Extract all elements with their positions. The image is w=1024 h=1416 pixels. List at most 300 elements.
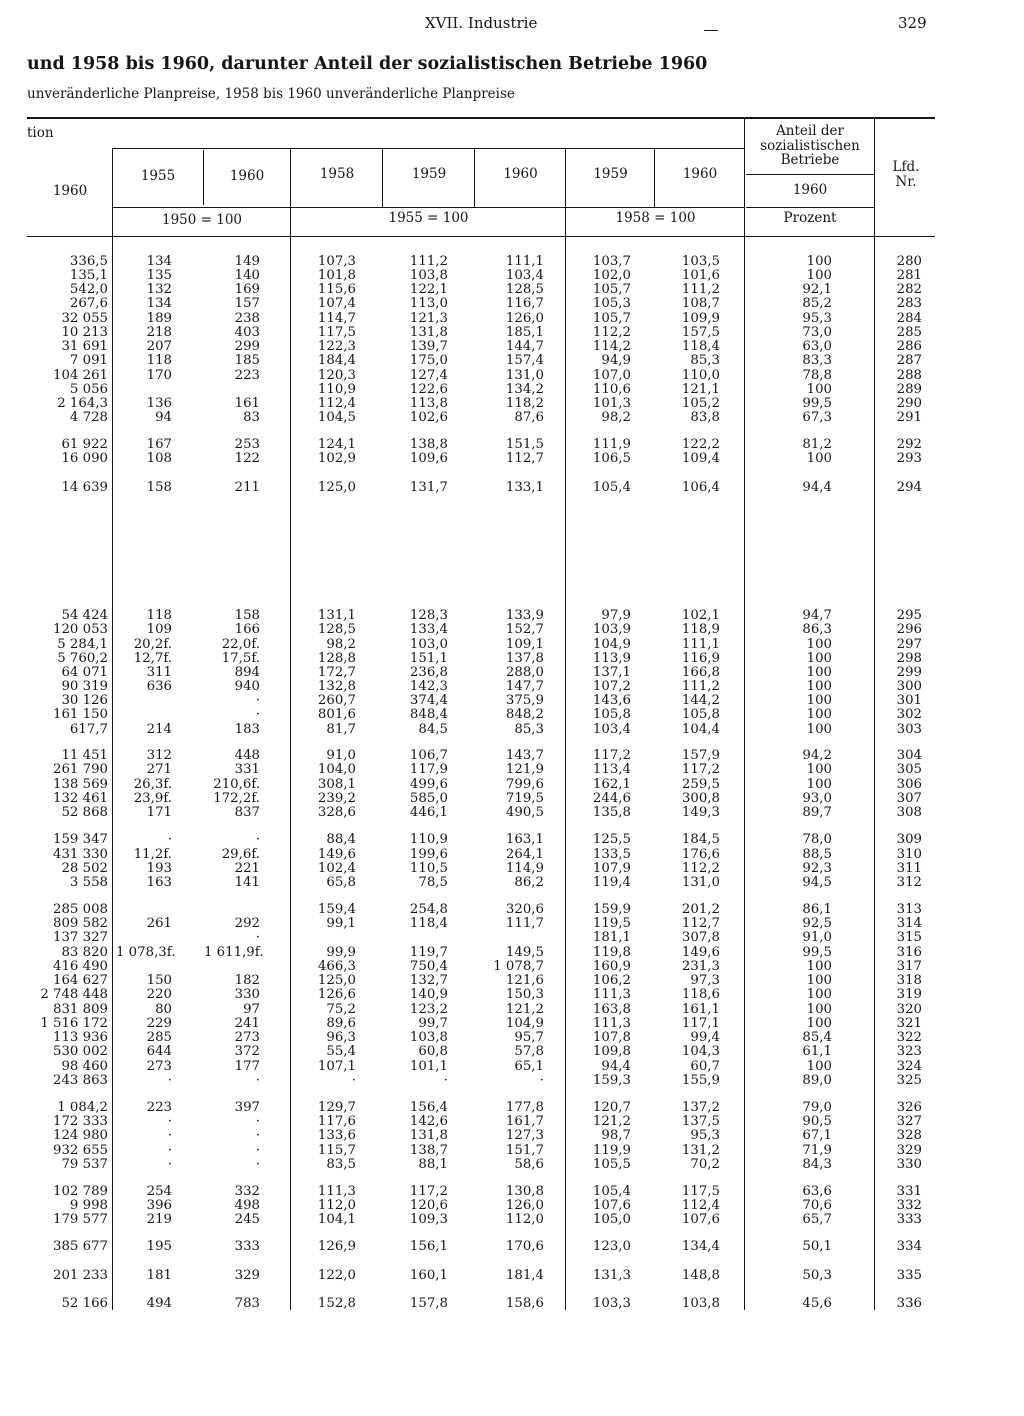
cell-index-1960c: 70,2 — [690, 1157, 720, 1172]
cell-anteil: 67,1 — [802, 1128, 832, 1143]
cell-index-1960: 210,6f. — [213, 777, 260, 792]
cell-index-1959: 128,3 — [409, 608, 448, 623]
cell-index-1958: 149,6 — [317, 847, 356, 862]
cell-index-1955: 132 — [146, 282, 172, 297]
cell-index-1959: 131,7 — [409, 480, 448, 495]
cell-index-1960c: 109,9 — [681, 311, 720, 326]
cell-lfd-nr: 309 — [896, 832, 922, 847]
table-row — [0, 708, 1024, 722]
table-title: und 1958 bis 1960, darunter Anteil der sozialistischen Betriebe 1960 — [27, 54, 708, 74]
cell-index-1959b: 94,4 — [601, 1059, 631, 1074]
cell-index-1960b: 87,6 — [514, 410, 544, 425]
cell-index-1959b: 113,9 — [592, 651, 631, 666]
cell-anteil: 100 — [806, 451, 832, 466]
table-row — [0, 1074, 1024, 1088]
cell-anteil: 73,0 — [802, 325, 832, 340]
cell-index-1958: 128,8 — [317, 651, 356, 666]
cell-index-1960b: 121,6 — [505, 973, 544, 988]
table-row — [0, 1269, 1024, 1283]
cell-index-1960c: 176,6 — [681, 847, 720, 862]
cell-index-1958: 239,2 — [317, 791, 356, 806]
cell-index-1960b: 131,0 — [505, 368, 544, 383]
cell-production-1960: 201 233 — [53, 1268, 108, 1283]
cell-production-1960: 138 569 — [53, 777, 108, 792]
cell-index-1960b: 111,1 — [505, 254, 544, 269]
cell-index-1958: 115,7 — [317, 1143, 356, 1158]
cell-index-1960b: 126,0 — [505, 311, 544, 326]
cell-index-1959b: 181,1 — [592, 930, 631, 945]
cell-index-1959b: 111,3 — [592, 987, 631, 1002]
cell-production-1960: 135,1 — [69, 268, 108, 283]
header-rule-anteil — [746, 174, 874, 175]
cell-index-1955: 207 — [146, 339, 172, 354]
cell-index-1958: 102,4 — [317, 861, 356, 876]
table-row — [0, 917, 1024, 931]
cell-index-1958: 99,9 — [326, 945, 356, 960]
cell-index-1960b: 58,6 — [514, 1157, 544, 1172]
cell-anteil: 78,0 — [802, 832, 832, 847]
cell-index-1959b: 143,6 — [592, 693, 631, 708]
cell-anteil: 85,4 — [802, 1030, 832, 1045]
table-row — [0, 931, 1024, 945]
cell-index-1960: 894 — [234, 665, 260, 680]
cell-index-1960c: 60,7 — [690, 1059, 720, 1074]
cell-index-1959b: 102,0 — [592, 268, 631, 283]
cell-index-1955: 118 — [146, 608, 172, 623]
cell-index-1960: · — [255, 832, 260, 847]
cell-index-1960: 1 611,9f. — [204, 945, 264, 960]
cell-index-1960: 241 — [234, 1016, 260, 1031]
cell-lfd-nr: 307 — [896, 791, 922, 806]
cell-index-1960: 292 — [234, 916, 260, 931]
cell-anteil: 94,5 — [802, 875, 832, 890]
cell-index-1955: 223 — [146, 1100, 172, 1115]
cell-lfd-nr: 289 — [896, 382, 922, 397]
table-row — [0, 1213, 1024, 1227]
cell-index-1959: 127,4 — [409, 368, 448, 383]
cell-index-1960c: 148,8 — [681, 1268, 720, 1283]
cell-production-1960: 617,7 — [69, 722, 108, 737]
cell-index-1959: 199,6 — [409, 847, 448, 862]
cell-index-1960b: 719,5 — [505, 791, 544, 806]
cell-index-1958: 328,6 — [317, 805, 356, 820]
cell-index-1960c: 103,5 — [681, 254, 720, 269]
cell-index-1959: 585,0 — [409, 791, 448, 806]
cell-index-1959b: 120,7 — [592, 1100, 631, 1115]
cell-index-1958: 99,1 — [326, 916, 356, 931]
cell-index-1959: 120,6 — [409, 1198, 448, 1213]
cell-index-1959: 131,8 — [409, 1128, 448, 1143]
cell-index-1959: 113,0 — [409, 296, 448, 311]
table-row — [0, 1045, 1024, 1059]
cell-index-1960: 330 — [234, 987, 260, 1002]
cell-index-1955: 636 — [146, 679, 172, 694]
cell-index-1958: 122,0 — [317, 1268, 356, 1283]
cell-index-1959: 151,1 — [409, 651, 448, 666]
table-row — [0, 354, 1024, 368]
cell-production-1960: 164 627 — [53, 973, 108, 988]
cell-index-1960b: 151,5 — [505, 437, 544, 452]
cell-index-1955: 181 — [146, 1268, 172, 1283]
cell-index-1958: 83,5 — [326, 1157, 356, 1172]
cell-index-1960b: 65,1 — [514, 1059, 544, 1074]
cell-index-1959b: 105,8 — [592, 707, 631, 722]
cell-lfd-nr: 296 — [896, 622, 922, 637]
cell-index-1960c: 104,3 — [681, 1044, 720, 1059]
cell-index-1960b: 121,2 — [505, 1002, 544, 1017]
cell-index-1960c: 111,2 — [681, 679, 720, 694]
cell-index-1959b: 114,2 — [592, 339, 631, 354]
cell-index-1955: 163 — [146, 875, 172, 890]
cell-index-1959b: 107,9 — [592, 861, 631, 876]
cell-index-1960b: 1 078,7 — [493, 959, 544, 974]
cell-anteil: 83,3 — [802, 353, 832, 368]
cell-index-1955: 167 — [146, 437, 172, 452]
cell-index-1955: 11,2f. — [133, 847, 172, 862]
cell-lfd-nr: 318 — [896, 973, 922, 988]
cell-anteil: 81,2 — [802, 437, 832, 452]
cell-index-1959b: 163,8 — [592, 1002, 631, 1017]
cell-index-1958: 96,3 — [326, 1030, 356, 1045]
cell-index-1955: 254 — [146, 1184, 172, 1199]
cell-anteil: 100 — [806, 973, 832, 988]
cell-index-1960: 299 — [234, 339, 260, 354]
cell-index-1960c: 122,2 — [681, 437, 720, 452]
cell-lfd-nr: 303 — [896, 722, 922, 737]
cell-index-1960: 837 — [234, 805, 260, 820]
cell-index-1960c: 102,1 — [681, 608, 720, 623]
cell-lfd-nr: 292 — [896, 437, 922, 452]
cell-index-1960: 221 — [234, 861, 260, 876]
cell-index-1959b: 125,5 — [592, 832, 631, 847]
cell-index-1960: 498 — [234, 1198, 260, 1213]
cell-lfd-nr: 325 — [896, 1073, 922, 1088]
cell-index-1960: · — [255, 693, 260, 708]
cell-index-1959: 160,1 — [409, 1268, 448, 1283]
cell-index-1958: 125,0 — [317, 480, 356, 495]
cell-index-1955: 193 — [146, 861, 172, 876]
cell-anteil: 100 — [806, 987, 832, 1002]
table-row — [0, 876, 1024, 890]
cell-index-1959: 236,8 — [409, 665, 448, 680]
cell-index-1959: 750,4 — [409, 959, 448, 974]
cell-anteil: 50,1 — [802, 1239, 832, 1254]
cell-production-1960: 104 261 — [53, 368, 108, 383]
cell-index-1958: 104,5 — [317, 410, 356, 425]
cell-index-1960: 17,5f. — [221, 651, 260, 666]
table-row — [0, 1297, 1024, 1311]
cell-index-1959b: 107,6 — [592, 1198, 631, 1213]
cell-production-1960: 137 327 — [53, 930, 108, 945]
cell-lfd-nr: 291 — [896, 410, 922, 425]
cell-production-1960: 124 980 — [53, 1128, 108, 1143]
cell-index-1955: 261 — [146, 916, 172, 931]
cell-index-1959: 103,8 — [409, 268, 448, 283]
cell-index-1960c: 112,7 — [681, 916, 720, 931]
cell-index-1959: 142,6 — [409, 1114, 448, 1129]
cell-index-1959: 103,0 — [409, 637, 448, 652]
cell-index-1958: 159,4 — [317, 902, 356, 917]
cell-index-1960b: 161,7 — [505, 1114, 544, 1129]
cell-index-1958: 124,1 — [317, 437, 356, 452]
table-row — [0, 397, 1024, 411]
cell-production-1960: 102 789 — [53, 1184, 108, 1199]
cell-lfd-nr: 336 — [896, 1296, 922, 1311]
cell-anteil: 100 — [806, 679, 832, 694]
table-row — [0, 806, 1024, 820]
header-1959-a: 1959 — [411, 166, 447, 182]
cell-anteil: 88,5 — [802, 847, 832, 862]
cell-index-1960c: 108,7 — [681, 296, 720, 311]
table-subtitle: unveränderliche Planpreise, 1958 bis 1960 unveränderliche Planpreise — [27, 86, 515, 102]
cell-index-1959b: 107,8 — [592, 1030, 631, 1045]
cell-index-1960c: 131,2 — [681, 1143, 720, 1158]
cell-index-1958: 75,2 — [326, 1002, 356, 1017]
cell-index-1960c: 107,6 — [681, 1212, 720, 1227]
cell-anteil: 45,6 — [802, 1296, 832, 1311]
cell-index-1960b: 137,8 — [505, 651, 544, 666]
cell-anteil: 92,3 — [802, 861, 832, 876]
cell-lfd-nr: 312 — [896, 875, 922, 890]
cell-index-1960b: 158,6 — [505, 1296, 544, 1311]
cell-anteil: 84,3 — [802, 1157, 832, 1172]
cell-anteil: 86,1 — [802, 902, 832, 917]
cell-index-1959: 119,7 — [409, 945, 448, 960]
cell-index-1960b: 116,7 — [505, 296, 544, 311]
cell-index-1955: 134 — [146, 296, 172, 311]
cell-index-1960b: 490,5 — [505, 805, 544, 820]
header-anteil: Anteil der sozialistischen Betriebe — [760, 123, 860, 169]
cell-index-1960c: 112,2 — [681, 861, 720, 876]
cell-index-1958: 102,9 — [317, 451, 356, 466]
cell-production-1960: 159 347 — [53, 832, 108, 847]
cell-anteil: 100 — [806, 762, 832, 777]
cell-anteil: 70,6 — [802, 1198, 832, 1213]
cell-production-1960: 172 333 — [53, 1114, 108, 1129]
cell-index-1959: 110,9 — [409, 832, 448, 847]
cell-index-1960c: 101,6 — [681, 268, 720, 283]
cell-lfd-nr: 328 — [896, 1128, 922, 1143]
cell-index-1959b: 159,3 — [592, 1073, 631, 1088]
cell-anteil: 99,5 — [802, 945, 832, 960]
cell-production-1960: 5 760,2 — [57, 651, 108, 666]
cell-index-1960b: 848,2 — [505, 707, 544, 722]
cell-lfd-nr: 315 — [896, 930, 922, 945]
cell-index-1959b: 119,8 — [592, 945, 631, 960]
cell-lfd-nr: 322 — [896, 1030, 922, 1045]
cell-production-1960: 5 056 — [69, 382, 108, 397]
cell-production-1960: 336,5 — [69, 254, 108, 269]
cell-index-1959b: 104,9 — [592, 637, 631, 652]
cell-anteil: 78,8 — [802, 368, 832, 383]
cell-index-1960: 333 — [234, 1239, 260, 1254]
cell-lfd-nr: 293 — [896, 451, 922, 466]
cell-index-1955: 218 — [146, 325, 172, 340]
cell-production-1960: 285 008 — [53, 902, 108, 917]
cell-index-1960c: 259,5 — [681, 777, 720, 792]
header-1960-c: 1960 — [682, 166, 718, 182]
cell-lfd-nr: 280 — [896, 254, 922, 269]
cell-index-1960b: 144,7 — [505, 339, 544, 354]
header-base-1950: 1950 = 100 — [161, 212, 243, 228]
cell-lfd-nr: 281 — [896, 268, 922, 283]
cell-index-1960c: 231,3 — [681, 959, 720, 974]
cell-index-1955: 214 — [146, 722, 172, 737]
cell-index-1960b: 185,1 — [505, 325, 544, 340]
cell-index-1955: 170 — [146, 368, 172, 383]
cell-index-1959b: 105,0 — [592, 1212, 631, 1227]
cell-index-1960c: 134,4 — [681, 1239, 720, 1254]
cell-index-1959b: 121,2 — [592, 1114, 631, 1129]
cell-lfd-nr: 317 — [896, 959, 922, 974]
cell-production-1960: 1 516 172 — [40, 1016, 108, 1031]
cell-index-1959: 111,2 — [409, 254, 448, 269]
cell-production-1960: 179 577 — [53, 1212, 108, 1227]
cell-production-1960: 54 424 — [61, 608, 108, 623]
cell-index-1959b: 106,5 — [592, 451, 631, 466]
cell-index-1958: 81,7 — [326, 722, 356, 737]
cell-index-1955: 189 — [146, 311, 172, 326]
cell-production-1960: 83 820 — [61, 945, 108, 960]
cell-index-1958: 107,1 — [317, 1059, 356, 1074]
cell-index-1959: · — [443, 1073, 448, 1088]
header-1955: 1955 — [140, 168, 176, 184]
cell-index-1955: 273 — [146, 1059, 172, 1074]
cell-lfd-nr: 294 — [896, 480, 922, 495]
cell-index-1959b: 110,6 — [592, 382, 631, 397]
cell-index-1960: 397 — [234, 1100, 260, 1115]
cell-index-1959: 138,8 — [409, 437, 448, 452]
cell-index-1955: 158 — [146, 480, 172, 495]
cell-production-1960: 2 748 448 — [40, 987, 108, 1002]
cell-index-1955: 26,3f. — [133, 777, 172, 792]
cell-index-1960b: 86,2 — [514, 875, 544, 890]
cell-index-1960: 783 — [234, 1296, 260, 1311]
cell-index-1955: 12,7f. — [133, 651, 172, 666]
cell-production-1960: 809 582 — [53, 916, 108, 931]
cell-production-1960: 3 558 — [69, 875, 108, 890]
cell-index-1960c: 117,1 — [681, 1016, 720, 1031]
cell-anteil: 100 — [806, 1016, 832, 1031]
cell-index-1959b: 107,0 — [592, 368, 631, 383]
cell-index-1960b: 157,4 — [505, 353, 544, 368]
header-prozent: Prozent — [783, 210, 837, 226]
cell-anteil: 85,2 — [802, 296, 832, 311]
cell-index-1959: 117,9 — [409, 762, 448, 777]
cell-production-1960: 243 863 — [53, 1073, 108, 1088]
table-row — [0, 1060, 1024, 1074]
cell-index-1960b: 181,4 — [505, 1268, 544, 1283]
col-rule-1958-1959 — [382, 148, 383, 207]
cell-index-1959b: 103,4 — [592, 722, 631, 737]
cell-anteil: 100 — [806, 693, 832, 708]
cell-index-1959b: 119,4 — [592, 875, 631, 890]
cell-anteil: 71,9 — [802, 1143, 832, 1158]
cell-production-1960: 542,0 — [69, 282, 108, 297]
cell-index-1960b: 95,7 — [514, 1030, 544, 1045]
cell-lfd-nr: 285 — [896, 325, 922, 340]
cell-lfd-nr: 284 — [896, 311, 922, 326]
cell-index-1960b: 163,1 — [505, 832, 544, 847]
header-bottom-rule — [27, 236, 935, 237]
cell-index-1960c: 85,3 — [690, 353, 720, 368]
cell-index-1960: 223 — [234, 368, 260, 383]
cell-production-1960: 416 490 — [53, 959, 108, 974]
cell-anteil: 63,6 — [802, 1184, 832, 1199]
cell-index-1960c: 99,4 — [690, 1030, 720, 1045]
cell-index-1959b: 159,9 — [592, 902, 631, 917]
cell-index-1955: 150 — [146, 973, 172, 988]
cell-lfd-nr: 319 — [896, 987, 922, 1002]
cell-index-1960: 403 — [234, 325, 260, 340]
cell-index-1959b: 105,7 — [592, 282, 631, 297]
cell-production-1960: 98 460 — [61, 1059, 108, 1074]
cell-lfd-nr: 304 — [896, 748, 922, 763]
cell-index-1960c: 121,1 — [681, 382, 720, 397]
table-row — [0, 833, 1024, 847]
cell-production-1960: 10 213 — [61, 325, 108, 340]
cell-index-1960c: 184,5 — [681, 832, 720, 847]
cell-index-1960c: 157,9 — [681, 748, 720, 763]
cell-anteil: 100 — [806, 268, 832, 283]
cell-index-1959b: 112,2 — [592, 325, 631, 340]
cell-index-1960: 22,0f. — [221, 637, 260, 652]
cell-index-1960c: 118,4 — [681, 339, 720, 354]
cell-index-1959: 117,2 — [409, 1184, 448, 1199]
table-row — [0, 763, 1024, 777]
cell-index-1955: 23,9f. — [133, 791, 172, 806]
cell-lfd-nr: 283 — [896, 296, 922, 311]
cell-index-1958: 88,4 — [326, 832, 356, 847]
cell-lfd-nr: 306 — [896, 777, 922, 792]
table-row — [0, 1144, 1024, 1158]
cell-index-1959b: 105,7 — [592, 311, 631, 326]
cell-index-1960c: 155,9 — [681, 1073, 720, 1088]
cell-index-1959b: 98,7 — [601, 1128, 631, 1143]
cell-index-1958: 111,3 — [317, 1184, 356, 1199]
cell-production-1960: 932 655 — [53, 1143, 108, 1158]
cell-index-1955: 311 — [146, 665, 172, 680]
cell-index-1960: 211 — [234, 480, 260, 495]
header-dash — [704, 30, 718, 31]
cell-production-1960: 30 126 — [61, 693, 108, 708]
cell-index-1959: 106,7 — [409, 748, 448, 763]
table-row — [0, 623, 1024, 637]
cell-index-1959: 446,1 — [409, 805, 448, 820]
cell-lfd-nr: 327 — [896, 1114, 922, 1129]
cell-anteil: 100 — [806, 722, 832, 737]
cell-index-1959b: 135,8 — [592, 805, 631, 820]
cell-index-1959: 103,8 — [409, 1030, 448, 1045]
table-row — [0, 988, 1024, 1002]
cell-lfd-nr: 310 — [896, 847, 922, 862]
cell-production-1960: 32 055 — [61, 311, 108, 326]
cell-anteil: 100 — [806, 651, 832, 666]
cell-index-1960c: 131,0 — [681, 875, 720, 890]
cell-index-1960c: 104,4 — [681, 722, 720, 737]
cell-index-1960c: 109,4 — [681, 451, 720, 466]
cell-index-1959: 156,4 — [409, 1100, 448, 1115]
cell-index-1960c: 118,6 — [681, 987, 720, 1002]
page-number: 329 — [898, 14, 927, 32]
cell-index-1960b: 130,8 — [505, 1184, 544, 1199]
cell-anteil: 94,7 — [802, 608, 832, 623]
cell-index-1960: 141 — [234, 875, 260, 890]
cell-lfd-nr: 320 — [896, 1002, 922, 1017]
cell-index-1959: 123,2 — [409, 1002, 448, 1017]
cell-index-1960: · — [255, 1143, 260, 1158]
cell-index-1960b: 151,7 — [505, 1143, 544, 1158]
